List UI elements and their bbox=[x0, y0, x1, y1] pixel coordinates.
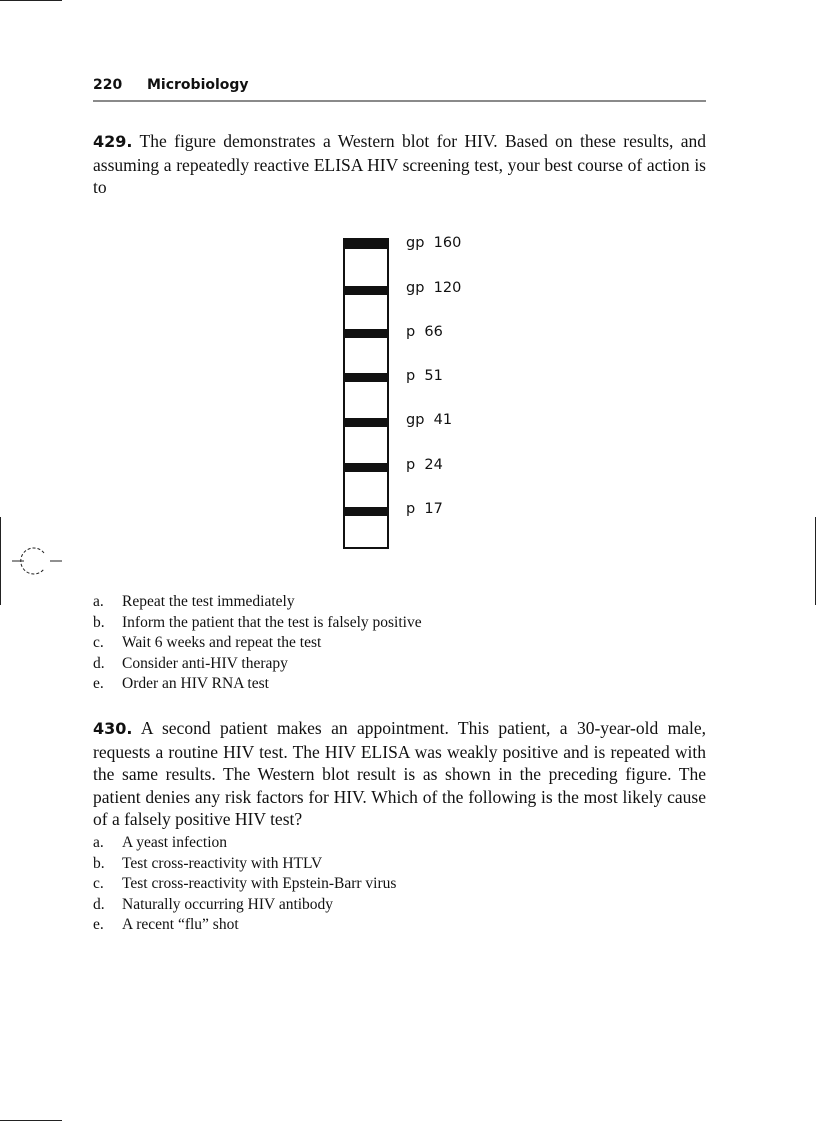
band-label: gp 160 bbox=[406, 235, 462, 251]
question-number: 430. bbox=[93, 719, 133, 738]
edge-mark-left bbox=[0, 517, 1, 605]
band-label: p 17 bbox=[406, 501, 443, 517]
answer-option[interactable]: a. A yeast infection bbox=[93, 834, 228, 851]
western-blot-strip bbox=[343, 238, 389, 549]
answer-option[interactable]: c. Test cross-reactivity with Epstein-Barr virus bbox=[93, 875, 397, 893]
registration-mark-icon bbox=[10, 545, 66, 577]
answer-option[interactable]: c. Wait 6 weeks and repeat the test bbox=[93, 634, 322, 652]
question-429 bbox=[93, 130, 706, 199]
blot-band bbox=[345, 373, 387, 382]
question-430 bbox=[93, 717, 706, 831]
answer-option[interactable]: d. Naturally occurring HIV antibody bbox=[93, 895, 334, 913]
band-label: p 24 bbox=[406, 457, 443, 473]
answer-option[interactable]: b. Inform the patient that the test is falsely positive bbox=[93, 613, 422, 631]
running-header bbox=[93, 74, 706, 102]
blot-band bbox=[345, 286, 387, 295]
blot-band bbox=[345, 463, 387, 472]
blot-band bbox=[345, 507, 387, 516]
answer-options-429 bbox=[93, 592, 706, 695]
answer-option[interactable]: e. A recent “flu” shot bbox=[93, 916, 239, 934]
answer-option[interactable]: b. Test cross-reactivity with HTLV bbox=[93, 854, 323, 872]
answer-option[interactable]: d. Consider anti-HIV therapy bbox=[93, 654, 288, 672]
section-title: Microbiology bbox=[147, 77, 249, 93]
band-label: gp 41 bbox=[406, 412, 453, 428]
blot-band bbox=[345, 240, 387, 249]
question-stem: The figure demonstrates a Western blot for HIV. Based on these results, and assuming a repeatedly reactive ELISA HIV screening test, your best course of action is to bbox=[93, 131, 707, 197]
question-number: 429. bbox=[93, 132, 133, 151]
crop-mark-top-left bbox=[0, 0, 62, 1]
crop-mark-bottom-left bbox=[0, 1120, 62, 1121]
band-label: p 66 bbox=[406, 324, 443, 340]
answer-options-430 bbox=[93, 833, 706, 936]
answer-option[interactable]: e. Order an HIV RNA test bbox=[93, 675, 269, 693]
answer-option[interactable]: a. Repeat the test immediately bbox=[93, 593, 295, 610]
page-number: 220 bbox=[93, 77, 123, 93]
band-label: gp 120 bbox=[406, 280, 462, 296]
question-stem: A second patient makes an appointment. This patient, a 30-year-old male, requests a routine HIV test. The HIV ELISA was weakly positive and is repeated with the same results. The Western blot result is as shown in the preceding figure. The patient denies any risk factors for HIV. Which of the following is the most likely cause of a falsely positive HIV test? bbox=[93, 718, 706, 829]
blot-band bbox=[345, 418, 387, 427]
blot-band bbox=[345, 329, 387, 338]
band-label: p 51 bbox=[406, 368, 443, 384]
